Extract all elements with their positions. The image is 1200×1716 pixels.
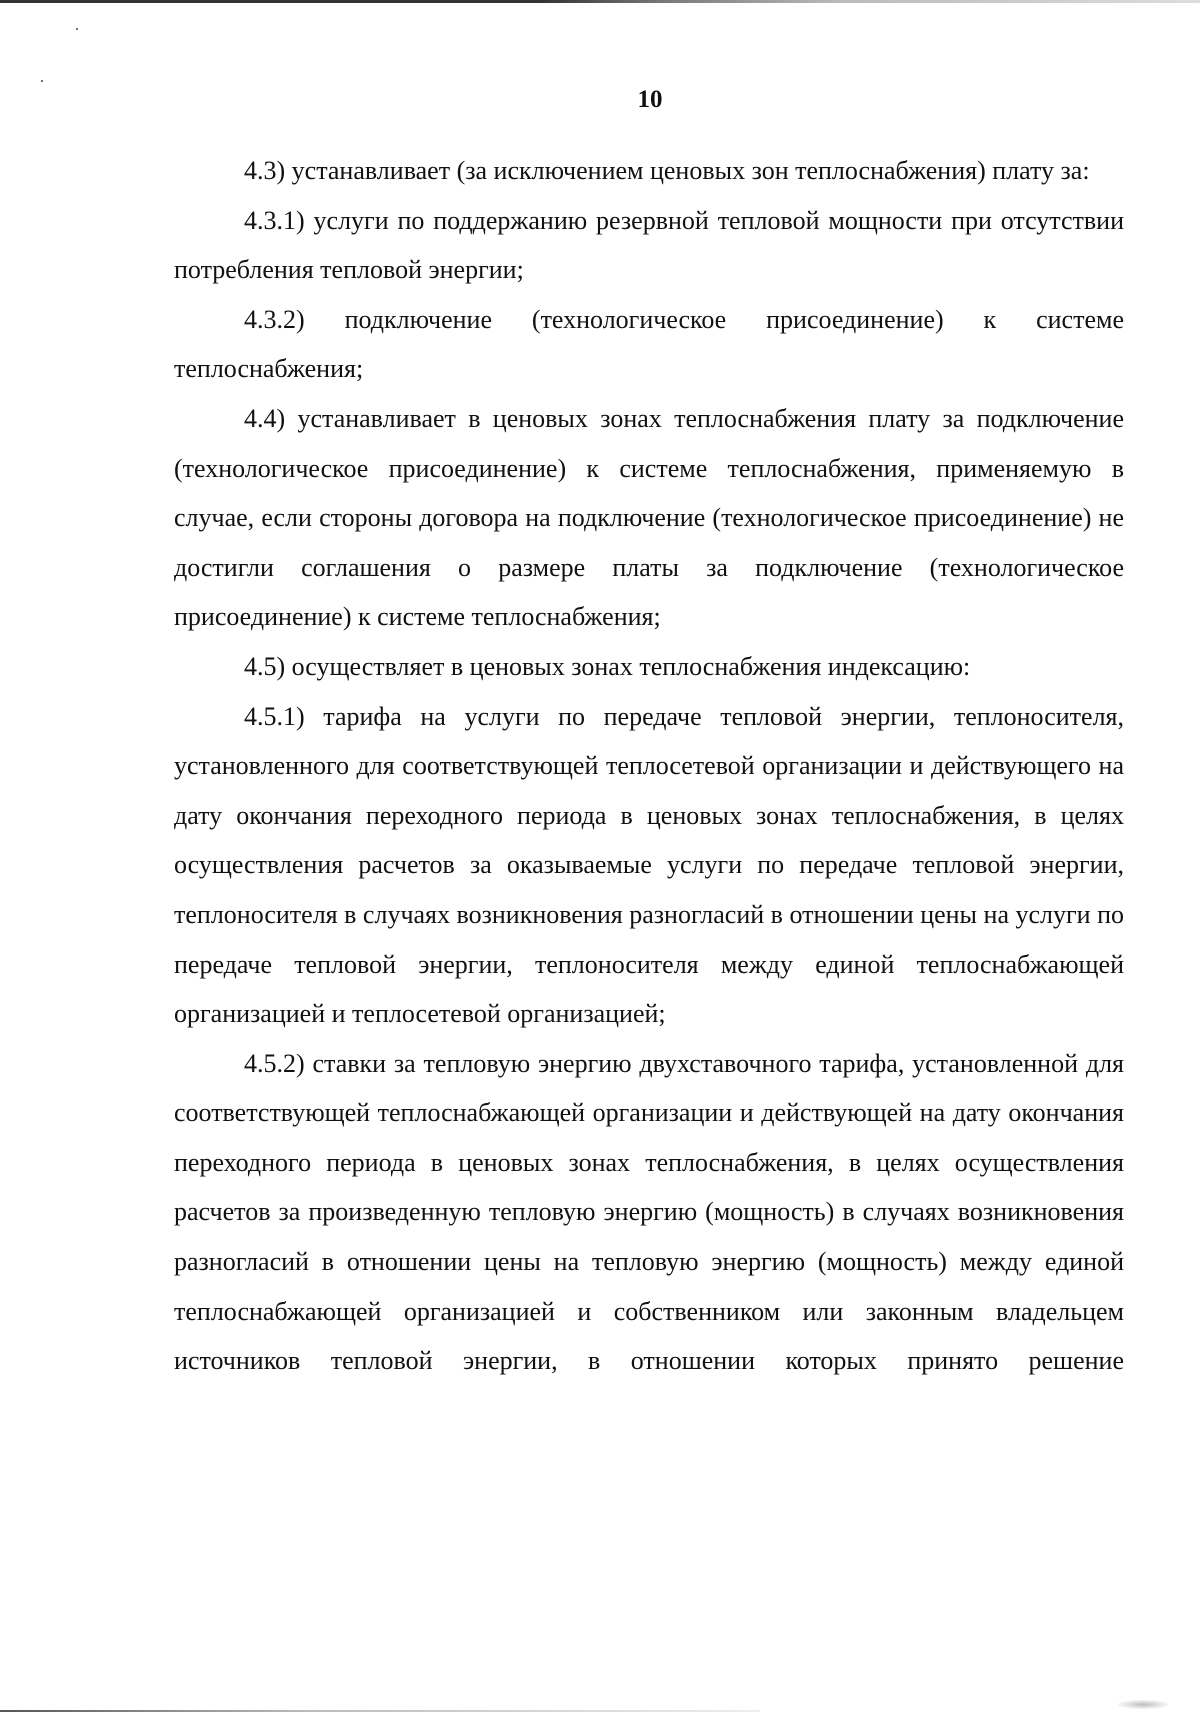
scan-smudge — [1118, 1700, 1168, 1709]
paragraph-4-3-2: 4.3.2) подключение (технологическое присоединение) к системе теплоснабжения; — [174, 304, 1124, 384]
document-body — [174, 146, 1124, 1386]
paragraph-4-4: 4.4) устанавливает в ценовых зонах теплоснабжения плату за подключение (технологическое присоединение) к системе теплоснабжения, применяемую в случае, если стороны договора на подключение (технологическое присоединение) не достигли соглашения о размере платы за подключение (технологическое присоединение) к системе теплоснабжения; — [174, 403, 1124, 632]
paragraph-4-5-2: 4.5.2) ставки за тепловую энергию двухставочного тарифа, установленной для соответствующей теплоснабжающей организации и действующей на дату окончания переходного периода в ценовых зонах теплоснабжения, в целях осуществления расчетов за произведенную тепловую энергию (мощность) в случаях возникновения разногласий в отношении цены на тепловую энергию (мощность) между единой теплоснабжающей организацией и собственником или законным владельцем источников тепловой энергии, в отношении которых принято решение — [174, 1048, 1124, 1376]
paragraph-4-3: 4.3) устанавливает (за исключением ценовых зон теплоснабжения) плату за: — [244, 156, 1090, 185]
scan-speck-2 — [41, 80, 43, 82]
page-number: 10 — [637, 86, 663, 113]
scan-edge-top — [0, 0, 1200, 3]
scan-speck-1 — [76, 28, 78, 30]
paragraph-4-5-1: 4.5.1) тарифа на услуги по передаче тепловой энергии, теплоносителя, установленного для соответствующей теплосетевой организации и действующего на дату окончания переходного периода в ценовых зонах теплоснабжения, в целях осуществления расчетов за оказываемые услуги по передаче тепловой энергии, теплоносителя в случаях возникновения разногласий в отношении цены на услуги по передаче тепловой энергии, теплоносителя между единой теплоснабжающей организацией и теплосетевой организацией; — [174, 701, 1124, 1029]
paragraph-4-3-1: 4.3.1) услуги по поддержанию резервной тепловой мощности при отсутствии потребления тепловой энергии; — [174, 205, 1124, 285]
paragraph-4-5: 4.5) осуществляет в ценовых зонах теплоснабжения индексацию: — [244, 651, 971, 681]
scan-edge-bottom — [0, 1710, 760, 1712]
